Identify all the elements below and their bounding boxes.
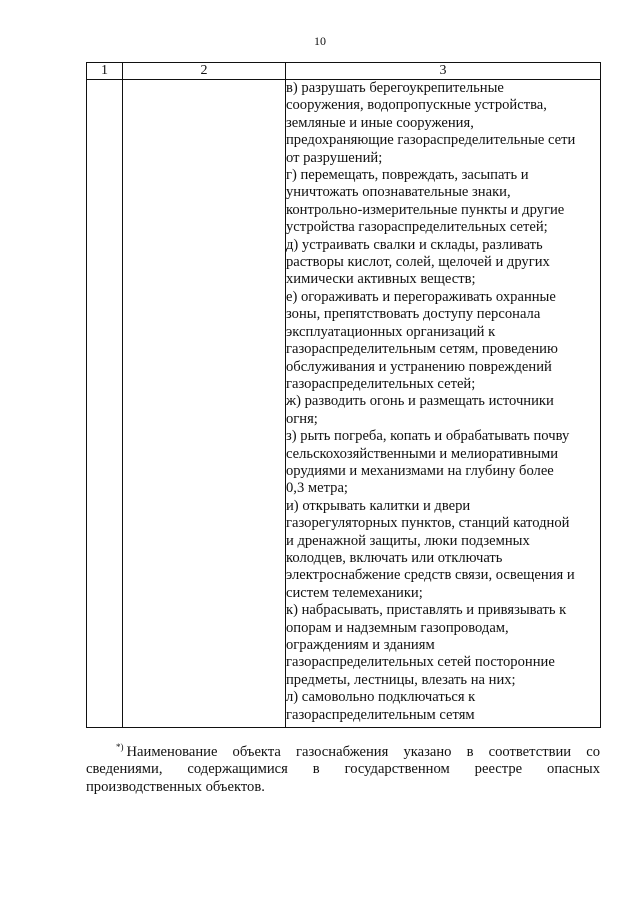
text-line: электроснабжение средств связи, освещения и bbox=[286, 567, 575, 584]
footnote-line-2: сведениями, содержащимися в государственном реестре опасных bbox=[86, 761, 600, 778]
text-line: огня; bbox=[286, 410, 318, 427]
text-line: сооружения, водопропускные устройства, bbox=[286, 97, 547, 114]
text-line: газораспределительных сетей; bbox=[286, 375, 476, 392]
text-line: газораспределительных сетей посторонние bbox=[286, 654, 555, 671]
text-line: сельскохозяйственными и мелиоративными bbox=[286, 445, 559, 462]
column-header-2: 2 bbox=[123, 63, 286, 80]
text-line: предметы, лестницы, влезать на них; bbox=[286, 671, 516, 688]
text-line: орудиями и механизмами на глубину более bbox=[286, 462, 554, 479]
table-row bbox=[87, 80, 601, 728]
table-header bbox=[87, 63, 601, 80]
text-line: колодцев, включать или отключать bbox=[286, 549, 503, 566]
text-line: обслуживания и устранению повреждений bbox=[286, 358, 552, 375]
text-line: растворы кислот, солей, щелочей и других bbox=[286, 254, 550, 271]
text-line: устройства газораспределительных сетей; bbox=[286, 219, 548, 236]
text-line: и дренажной защиты, люки подземных bbox=[286, 532, 530, 549]
text-line: газораспределительным сетям, проведению bbox=[286, 341, 558, 358]
text-line: ж) разводить огонь и размещать источники bbox=[286, 393, 554, 410]
text-line: в) разрушать берегоукрепительные bbox=[286, 80, 504, 96]
text-line: д) устраивать свалки и склады, разливать bbox=[286, 236, 543, 253]
cell-column-2 bbox=[123, 80, 286, 728]
text-line: и) открывать калитки и двери bbox=[286, 497, 471, 514]
text-line: 0,3 метра; bbox=[286, 480, 348, 497]
text-line: эксплуатационных организаций к bbox=[286, 323, 496, 340]
text-line: л) самовольно подключаться к bbox=[286, 689, 476, 706]
text-line: систем телемеханики; bbox=[286, 584, 423, 601]
cell-column-3 bbox=[286, 80, 601, 728]
text-line: к) набрасывать, приставлять и привязывать к bbox=[286, 602, 567, 619]
text-line: г) перемещать, повреждать, засыпать и bbox=[286, 167, 529, 184]
footnote-text: Наименование объекта газоснабжения указано в соответствии со bbox=[126, 744, 600, 760]
footnote bbox=[86, 744, 600, 796]
text-line: зоны, препятствовать доступу персонала bbox=[286, 306, 541, 323]
footnote-line-1 bbox=[86, 744, 600, 761]
footnote-marker: *) bbox=[116, 742, 124, 753]
column-header-3: 3 bbox=[286, 63, 601, 80]
text-line: от разрушений; bbox=[286, 149, 383, 166]
cell-column-1 bbox=[87, 80, 123, 728]
page-number: 10 bbox=[314, 34, 326, 48]
text-line: земляные и иные сооружения, bbox=[286, 114, 474, 131]
text-line: опорам и надземным газопроводам, bbox=[286, 619, 509, 636]
text-line: з) рыть погреба, копать и обрабатывать почву bbox=[286, 428, 570, 445]
text-line: е) огораживать и перегораживать охранные bbox=[286, 288, 556, 305]
text-line: химически активных веществ; bbox=[286, 271, 476, 288]
text-line: газорегуляторных пунктов, станций катодной bbox=[286, 515, 570, 532]
text-line: уничтожать опознавательные знаки, bbox=[286, 184, 511, 201]
text-line: предохраняющие газораспределительные сети bbox=[286, 132, 576, 149]
requirements-table bbox=[86, 62, 601, 728]
text-line: ограждениям и зданиям bbox=[286, 637, 435, 653]
column-header-1: 1 bbox=[87, 63, 123, 80]
footnote-line-3: производственных объектов. bbox=[86, 778, 265, 795]
text-line: контрольно-измерительные пункты и другие bbox=[286, 201, 565, 218]
text-line: газораспределительным сетям bbox=[286, 706, 475, 723]
